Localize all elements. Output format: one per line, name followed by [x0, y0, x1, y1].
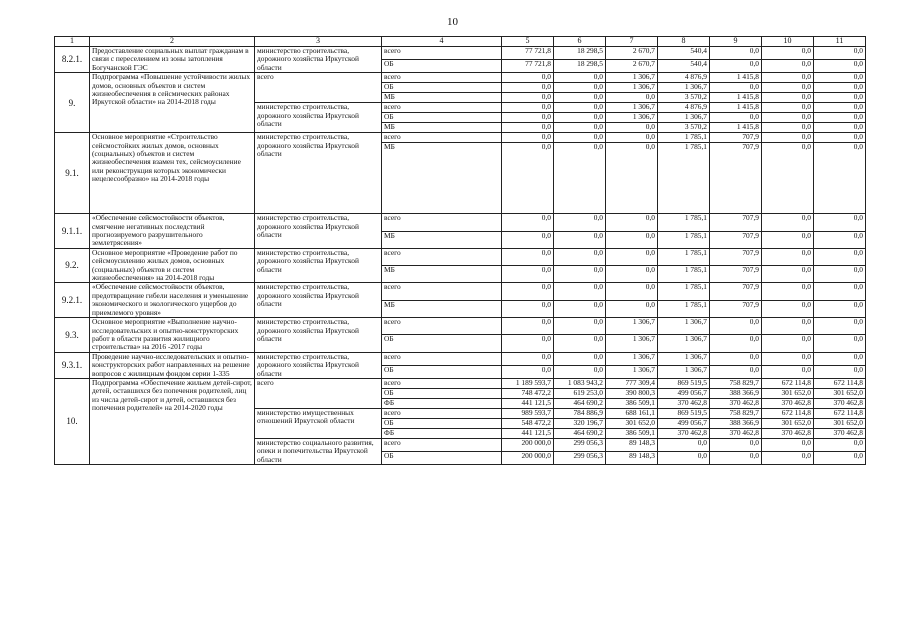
amount-cell: 0,0: [710, 438, 762, 451]
executor: министерство строительства, дорожного хозяйства Иркутской области: [255, 47, 382, 73]
column-header: 4: [382, 37, 502, 47]
funding-source: всего: [382, 283, 502, 300]
table-row: [55, 283, 866, 300]
amount-cell: 0,0: [814, 300, 866, 317]
amount-cell: 0,0: [502, 103, 554, 113]
executor: всего: [255, 378, 382, 408]
amount-cell: 0,0: [502, 83, 554, 93]
funding-source: всего: [382, 248, 502, 265]
amount-cell: 0,0: [762, 266, 814, 283]
amount-cell: 0,0: [762, 133, 814, 143]
amount-cell: 0,0: [606, 300, 658, 317]
item-name: Подпрограмма «Обеспечение жильем детей-сирот, детей, оставшихся без попечения родителей, лиц из числа детей-сирот и детей, оставшихся без попечения родителей» на 2014-2020 годы: [90, 378, 255, 464]
amount-cell: 0,0: [762, 93, 814, 103]
amount-cell: 499 056,7: [658, 388, 710, 398]
amount-cell: 1 415,8: [710, 123, 762, 133]
amount-cell: 1 415,8: [710, 103, 762, 113]
item-name: Основное мероприятие «Проведение работ по сейсмоусилению жилых домов, основных (социальных) объектов и систем жизнеобеспечения» на 2014-2018 годы: [90, 248, 255, 283]
amount-cell: 77 721,8: [502, 47, 554, 60]
executor: министерство строительства, дорожного хозяйства Иркутской области: [255, 103, 382, 133]
amount-cell: 0,0: [762, 438, 814, 451]
amount-cell: 672 114,8: [814, 408, 866, 418]
amount-cell: 386 509,1: [606, 398, 658, 408]
amount-cell: 0,0: [554, 300, 606, 317]
amount-cell: 672 114,8: [814, 378, 866, 388]
amount-cell: 0,0: [762, 73, 814, 83]
amount-cell: 200 000,0: [502, 438, 554, 451]
amount-cell: 0,0: [554, 318, 606, 335]
amount-cell: 0,0: [502, 266, 554, 283]
column-header: 11: [814, 37, 866, 47]
amount-cell: 0,0: [502, 93, 554, 103]
amount-cell: 441 121,5: [502, 398, 554, 408]
item-name: Подпрограмма «Повышение устойчивости жилых домов, основных объектов и систем жизнеобеспечения в сейсмических районах Иркутской области» на 2014-2018 годы: [90, 73, 255, 133]
amount-cell: 1 306,7: [606, 83, 658, 93]
amount-cell: 0,0: [554, 266, 606, 283]
amount-cell: 688 161,1: [606, 408, 658, 418]
item-code: 9.: [55, 73, 90, 133]
amount-cell: 0,0: [814, 83, 866, 93]
amount-cell: 1 083 943,2: [554, 378, 606, 388]
amount-cell: 0,0: [762, 248, 814, 265]
amount-cell: 1 306,7: [658, 113, 710, 123]
header-row: [55, 37, 866, 47]
column-header: 7: [606, 37, 658, 47]
column-header: 1: [55, 37, 90, 47]
amount-cell: 0,0: [554, 83, 606, 93]
amount-cell: 0,0: [710, 452, 762, 465]
amount-cell: 672 114,8: [762, 378, 814, 388]
amount-cell: 707,9: [710, 248, 762, 265]
amount-cell: 464 690,2: [554, 398, 606, 408]
amount-cell: 0,0: [606, 231, 658, 248]
amount-cell: 784 886,9: [554, 408, 606, 418]
amount-cell: 548 472,2: [502, 418, 554, 428]
amount-cell: 0,0: [710, 60, 762, 73]
amount-cell: 1 306,7: [606, 335, 658, 352]
table-row: [55, 214, 866, 231]
amount-cell: 0,0: [554, 103, 606, 113]
amount-cell: 0,0: [502, 123, 554, 133]
amount-cell: 0,0: [814, 438, 866, 451]
page-number: 10: [447, 16, 458, 28]
amount-cell: 370 462,8: [814, 428, 866, 438]
amount-cell: 0,0: [502, 335, 554, 352]
amount-cell: 707,9: [710, 133, 762, 143]
amount-cell: 0,0: [502, 300, 554, 317]
amount-cell: 707,9: [710, 283, 762, 300]
amount-cell: 1 306,7: [658, 335, 710, 352]
column-header: 6: [554, 37, 606, 47]
amount-cell: 0,0: [814, 47, 866, 60]
table-row: [55, 47, 866, 60]
amount-cell: 0,0: [554, 113, 606, 123]
amount-cell: 3 570,2: [658, 123, 710, 133]
column-header: 2: [90, 37, 255, 47]
amount-cell: 0,0: [814, 60, 866, 73]
amount-cell: 301 652,0: [814, 388, 866, 398]
amount-cell: 0,0: [814, 266, 866, 283]
amount-cell: 0,0: [762, 83, 814, 93]
amount-cell: 0,0: [502, 214, 554, 231]
amount-cell: 1 785,1: [658, 133, 710, 143]
amount-cell: 0,0: [658, 438, 710, 451]
amount-cell: 0,0: [814, 283, 866, 300]
amount-cell: 77 721,8: [502, 60, 554, 73]
amount-cell: 0,0: [606, 123, 658, 133]
amount-cell: 0,0: [554, 283, 606, 300]
item-code: 9.1.1.: [55, 214, 90, 249]
column-header: 3: [255, 37, 382, 47]
amount-cell: 1 306,7: [658, 365, 710, 378]
funding-source: всего: [382, 133, 502, 143]
amount-cell: 0,0: [554, 231, 606, 248]
amount-cell: 0,0: [502, 318, 554, 335]
budget-table: [54, 36, 866, 465]
amount-cell: 0,0: [762, 214, 814, 231]
amount-cell: 0,0: [814, 248, 866, 265]
executor: министерство строительства, дорожного хозяйства Иркутской области: [255, 214, 382, 249]
executor: министерство строительства, дорожного хозяйства Иркутской области: [255, 352, 382, 378]
amount-cell: 370 462,8: [710, 428, 762, 438]
funding-source: ОБ: [382, 365, 502, 378]
amount-cell: 540,4: [658, 47, 710, 60]
amount-cell: 0,0: [502, 248, 554, 265]
table-row: [55, 378, 866, 388]
amount-cell: 301 652,0: [762, 418, 814, 428]
amount-cell: 0,0: [814, 133, 866, 143]
amount-cell: 0,0: [710, 335, 762, 352]
amount-cell: 0,0: [762, 60, 814, 73]
funding-source: всего: [382, 318, 502, 335]
amount-cell: 1 306,7: [606, 318, 658, 335]
amount-cell: 1 785,1: [658, 248, 710, 265]
funding-source: ОБ: [382, 335, 502, 352]
amount-cell: 0,0: [814, 123, 866, 133]
funding-source: ОБ: [382, 83, 502, 93]
amount-cell: 3 570,2: [658, 93, 710, 103]
funding-source: всего: [382, 352, 502, 365]
amount-cell: 0,0: [814, 352, 866, 365]
amount-cell: 0,0: [762, 113, 814, 123]
funding-source: ОБ: [382, 60, 502, 73]
amount-cell: 0,0: [814, 103, 866, 113]
amount-cell: 0,0: [658, 452, 710, 465]
item-code: 9.2.1.: [55, 283, 90, 318]
column-header: 8: [658, 37, 710, 47]
executor: министерство строительства, дорожного хозяйства Иркутской области: [255, 283, 382, 318]
amount-cell: 1 306,7: [658, 352, 710, 365]
table-row: [55, 248, 866, 265]
funding-source: всего: [382, 103, 502, 113]
executor: министерство строительства, дорожного хозяйства Иркутской области: [255, 248, 382, 283]
item-code: 10.: [55, 378, 90, 464]
amount-cell: 1 785,1: [658, 300, 710, 317]
executor: всего: [255, 73, 382, 103]
amount-cell: 1 415,8: [710, 73, 762, 83]
item-name: «Обеспечение сейсмостойкости объектов, смягчение негативных последствий прогнозируемого разрушительного землетрясения»: [90, 214, 255, 249]
amount-cell: 18 298,5: [554, 60, 606, 73]
amount-cell: 1 306,7: [658, 83, 710, 93]
item-code: 9.1.: [55, 133, 90, 214]
amount-cell: 748 472,2: [502, 388, 554, 398]
amount-cell: 299 056,3: [554, 452, 606, 465]
funding-source: ОБ: [382, 388, 502, 398]
amount-cell: 0,0: [606, 214, 658, 231]
funding-source: ОБ: [382, 113, 502, 123]
amount-cell: 0,0: [606, 266, 658, 283]
amount-cell: 1 785,1: [658, 231, 710, 248]
amount-cell: 1 306,7: [606, 103, 658, 113]
amount-cell: 370 462,8: [762, 428, 814, 438]
amount-cell: 386 509,1: [606, 428, 658, 438]
item-name: Основное мероприятие «Выполнение научно-исследовательских и опытно-конструкторских работ в области развития жилищного строительства» на 2016 -2017 годы: [90, 318, 255, 353]
amount-cell: 0,0: [762, 365, 814, 378]
amount-cell: 499 056,7: [658, 418, 710, 428]
funding-source: МБ: [382, 266, 502, 283]
amount-cell: 707,9: [710, 214, 762, 231]
amount-cell: 0,0: [710, 47, 762, 60]
table-row: [55, 352, 866, 365]
amount-cell: 0,0: [502, 143, 554, 214]
amount-cell: 0,0: [762, 231, 814, 248]
amount-cell: 0,0: [814, 93, 866, 103]
amount-cell: 707,9: [710, 266, 762, 283]
amount-cell: 0,0: [814, 335, 866, 352]
funding-source: ФБ: [382, 398, 502, 408]
column-header: 9: [710, 37, 762, 47]
amount-cell: 1 785,1: [658, 283, 710, 300]
amount-cell: 0,0: [502, 352, 554, 365]
amount-cell: 18 298,5: [554, 47, 606, 60]
amount-cell: 0,0: [502, 283, 554, 300]
amount-cell: 0,0: [762, 47, 814, 60]
funding-source: ОБ: [382, 418, 502, 428]
amount-cell: 0,0: [554, 123, 606, 133]
executor: министерство строительства, дорожного хозяйства Иркутской области: [255, 318, 382, 353]
table-row: [55, 133, 866, 143]
amount-cell: 0,0: [554, 365, 606, 378]
amount-cell: 320 196,7: [554, 418, 606, 428]
amount-cell: 0,0: [554, 93, 606, 103]
amount-cell: 707,9: [710, 143, 762, 214]
amount-cell: 0,0: [502, 113, 554, 123]
funding-source: всего: [382, 73, 502, 83]
amount-cell: 0,0: [502, 73, 554, 83]
table-row: [55, 318, 866, 335]
amount-cell: 388 366,9: [710, 388, 762, 398]
amount-cell: 0,0: [814, 231, 866, 248]
amount-cell: 0,0: [814, 365, 866, 378]
funding-source: всего: [382, 438, 502, 451]
amount-cell: 0,0: [606, 143, 658, 214]
amount-cell: 0,0: [762, 300, 814, 317]
item-code: 8.2.1.: [55, 47, 90, 73]
amount-cell: 1 785,1: [658, 266, 710, 283]
amount-cell: 707,9: [710, 231, 762, 248]
amount-cell: 370 462,8: [762, 398, 814, 408]
amount-cell: 0,0: [710, 365, 762, 378]
amount-cell: 301 652,0: [814, 418, 866, 428]
amount-cell: 0,0: [814, 143, 866, 214]
amount-cell: 2 670,7: [606, 60, 658, 73]
item-code: 9.3.: [55, 318, 90, 353]
amount-cell: 672 114,8: [762, 408, 814, 418]
amount-cell: 777 309,4: [606, 378, 658, 388]
amount-cell: 388 366,9: [710, 418, 762, 428]
amount-cell: 0,0: [762, 318, 814, 335]
funding-source: всего: [382, 214, 502, 231]
item-name: «Обеспечение сейсмостойкости объектов, предотвращение гибели населения и уменьшение экономического и экологического ущербов до приемлемого уровня»: [90, 283, 255, 318]
amount-cell: 0,0: [554, 143, 606, 214]
funding-source: МБ: [382, 123, 502, 133]
amount-cell: 0,0: [762, 352, 814, 365]
amount-cell: 0,0: [814, 214, 866, 231]
amount-cell: 370 462,8: [658, 428, 710, 438]
funding-source: всего: [382, 47, 502, 60]
amount-cell: 758 829,7: [710, 378, 762, 388]
amount-cell: 540,4: [658, 60, 710, 73]
funding-source: всего: [382, 408, 502, 418]
amount-cell: 2 670,7: [606, 47, 658, 60]
amount-cell: 0,0: [762, 103, 814, 113]
item-code: 9.3.1.: [55, 352, 90, 378]
amount-cell: 0,0: [554, 133, 606, 143]
amount-cell: 0,0: [762, 283, 814, 300]
amount-cell: 0,0: [502, 231, 554, 248]
amount-cell: 370 462,8: [658, 398, 710, 408]
funding-source: ОБ: [382, 452, 502, 465]
amount-cell: 89 148,3: [606, 452, 658, 465]
amount-cell: 441 121,5: [502, 428, 554, 438]
amount-cell: 0,0: [762, 143, 814, 214]
amount-cell: 0,0: [554, 248, 606, 265]
amount-cell: 0,0: [814, 318, 866, 335]
amount-cell: 707,9: [710, 300, 762, 317]
amount-cell: 370 462,8: [710, 398, 762, 408]
amount-cell: 1 306,7: [606, 73, 658, 83]
amount-cell: 301 652,0: [606, 418, 658, 428]
amount-cell: 0,0: [814, 452, 866, 465]
amount-cell: 4 876,9: [658, 103, 710, 113]
item-name: Проведение научно-исследовательских и опытно-конструкторских работ направленных на решение вопросов с жилищным фондом серии 1-335: [90, 352, 255, 378]
amount-cell: 0,0: [710, 83, 762, 93]
amount-cell: 1 785,1: [658, 143, 710, 214]
amount-cell: 1 189 593,7: [502, 378, 554, 388]
amount-cell: 0,0: [502, 365, 554, 378]
executor: министерство социального развития, опеки и попечительства Иркутской области: [255, 438, 382, 464]
amount-cell: 464 690,2: [554, 428, 606, 438]
executor: министерство строительства, дорожного хозяйства Иркутской области: [255, 133, 382, 214]
amount-cell: 0,0: [814, 73, 866, 83]
amount-cell: 869 519,5: [658, 408, 710, 418]
amount-cell: 758 829,7: [710, 408, 762, 418]
amount-cell: 1 306,7: [606, 352, 658, 365]
funding-source: МБ: [382, 143, 502, 214]
amount-cell: 1 306,7: [606, 365, 658, 378]
amount-cell: 0,0: [606, 248, 658, 265]
amount-cell: 1 306,7: [658, 318, 710, 335]
amount-cell: 200 000,0: [502, 452, 554, 465]
amount-cell: 0,0: [762, 123, 814, 133]
funding-source: МБ: [382, 300, 502, 317]
column-header: 5: [502, 37, 554, 47]
column-header: 10: [762, 37, 814, 47]
amount-cell: 869 519,5: [658, 378, 710, 388]
table-row: [55, 73, 866, 83]
amount-cell: 370 462,8: [814, 398, 866, 408]
amount-cell: 0,0: [710, 352, 762, 365]
amount-cell: 0,0: [554, 335, 606, 352]
amount-cell: 619 253,0: [554, 388, 606, 398]
amount-cell: 0,0: [606, 283, 658, 300]
item-code: 9.2.: [55, 248, 90, 283]
amount-cell: 4 876,9: [658, 73, 710, 83]
amount-cell: 0,0: [554, 352, 606, 365]
item-name: Предоставление социальных выплат гражданам в связи с переселением из зоны затопления Богучанской ГЭС: [90, 47, 255, 73]
amount-cell: 0,0: [606, 133, 658, 143]
amount-cell: 0,0: [710, 113, 762, 123]
amount-cell: 0,0: [814, 113, 866, 123]
funding-source: МБ: [382, 231, 502, 248]
amount-cell: 301 652,0: [762, 388, 814, 398]
amount-cell: 0,0: [554, 73, 606, 83]
amount-cell: 989 593,7: [502, 408, 554, 418]
amount-cell: 299 056,3: [554, 438, 606, 451]
amount-cell: 89 148,3: [606, 438, 658, 451]
amount-cell: 0,0: [762, 335, 814, 352]
amount-cell: 1 415,8: [710, 93, 762, 103]
amount-cell: 0,0: [762, 452, 814, 465]
funding-source: всего: [382, 378, 502, 388]
executor: министерство имущественных отношений Иркутской области: [255, 408, 382, 438]
amount-cell: 390 800,3: [606, 388, 658, 398]
amount-cell: 1 306,7: [606, 113, 658, 123]
amount-cell: 0,0: [710, 318, 762, 335]
funding-source: ФБ: [382, 428, 502, 438]
funding-source: МБ: [382, 93, 502, 103]
amount-cell: 0,0: [502, 133, 554, 143]
amount-cell: 0,0: [606, 93, 658, 103]
amount-cell: 1 785,1: [658, 214, 710, 231]
amount-cell: 0,0: [554, 214, 606, 231]
item-name: Основное мероприятие «Строительство сейсмостойких жилых домов, основных (социальных) объектов и систем жизнеобеспечения взамен тех, сейсмоусиление или реконструкция которых экономически нецелесообразно» на 2014-2018 годы: [90, 133, 255, 214]
